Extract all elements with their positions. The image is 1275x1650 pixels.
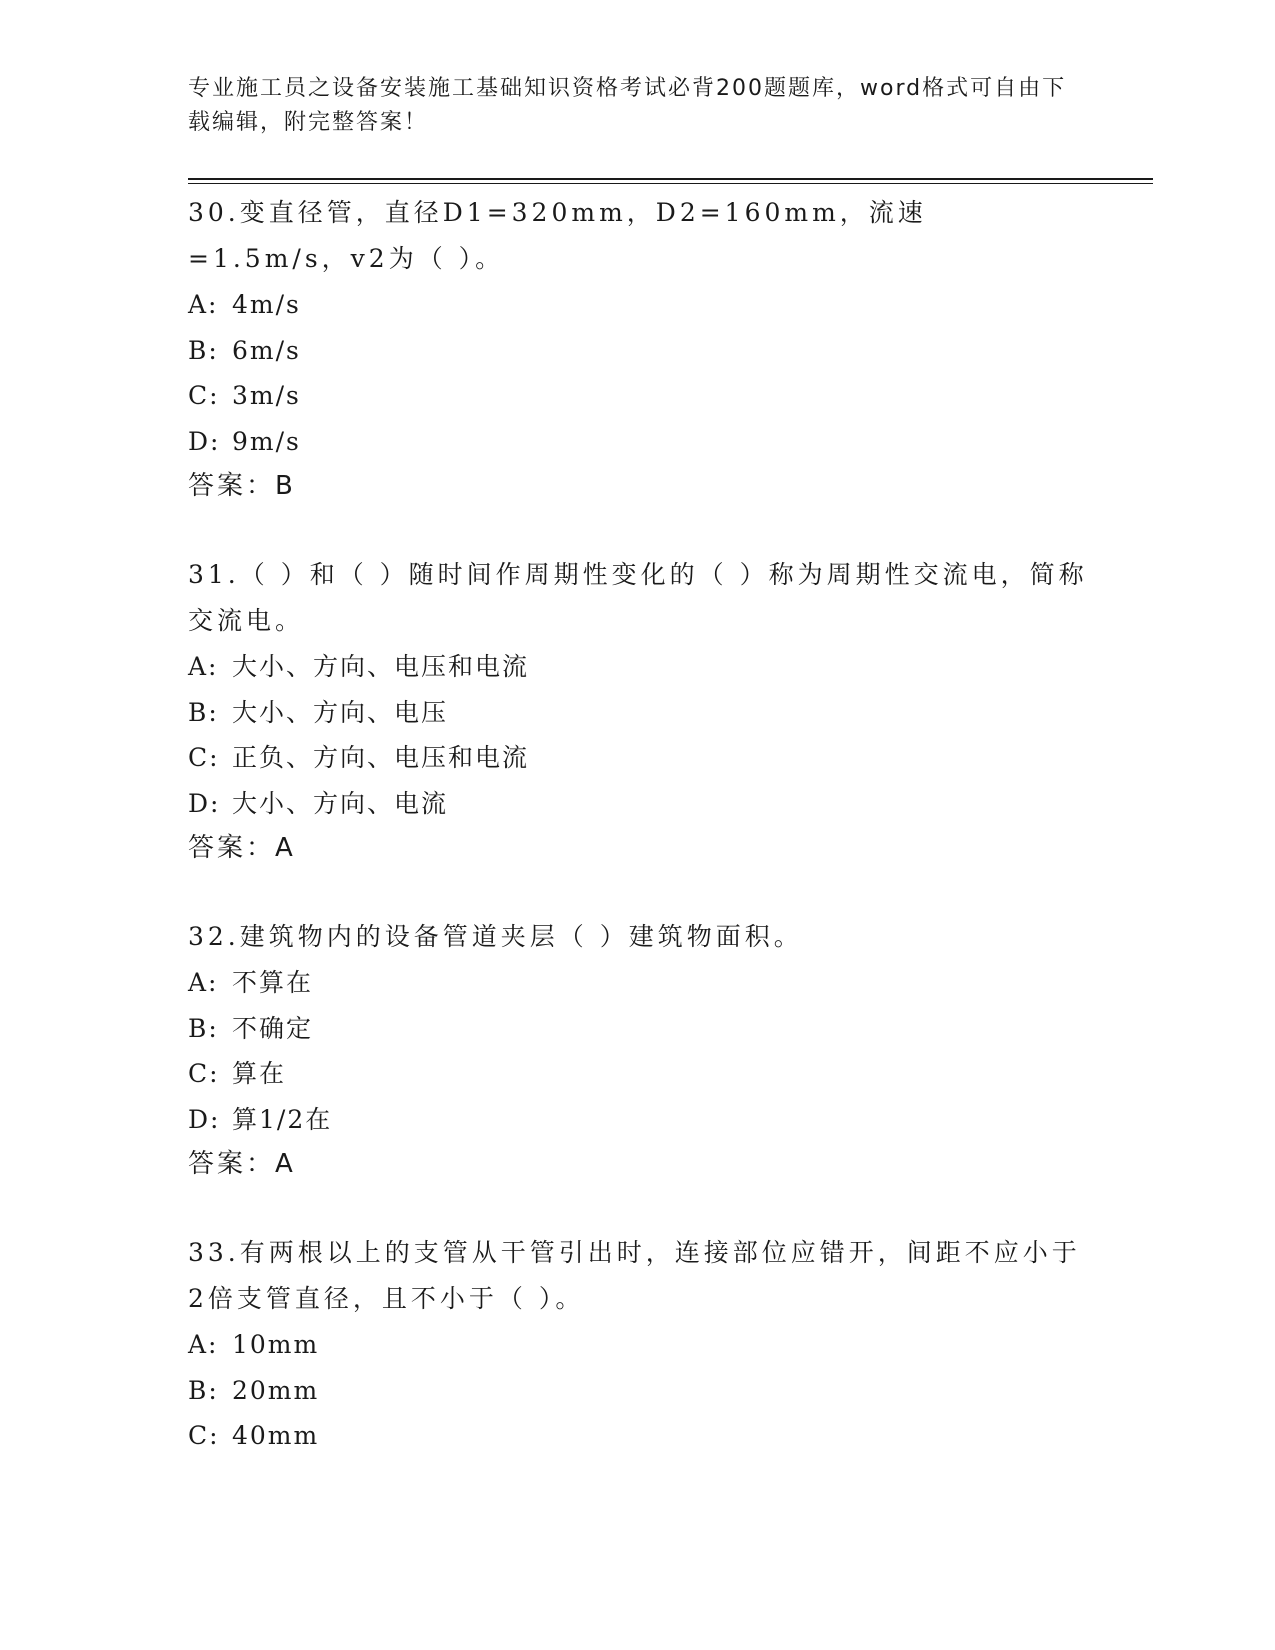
option-a [188,644,1088,690]
question-stem: 31.（ ）和（ ）随时间作周期性变化的（ ）称为周期性交流电，简称交流电。 [188,560,1088,635]
option-a [188,960,1088,1006]
option-a [188,1322,1088,1368]
option-key: B: [188,1375,219,1405]
question-33 [188,1230,1088,1459]
option-text: 算1/2在 [232,1104,333,1134]
option-d [188,419,1088,465]
option-c [188,373,1088,419]
option-text: 6m/s [232,335,301,365]
option-text: 大小、方向、电流 [232,788,449,818]
option-text: 10mm [232,1330,320,1359]
header-divider-thin [188,183,1153,184]
option-c [188,735,1088,781]
option-text: 大小、方向、电压和电流 [232,652,530,681]
question-32 [188,914,1088,1186]
option-key: A: [188,1330,219,1359]
option-key: D: [188,1104,221,1134]
option-text: 正负、方向、电压和电流 [232,743,530,772]
option-d [188,781,1088,827]
option-key: B: [188,1013,219,1043]
question-30 [188,190,1088,508]
option-key: C: [188,381,220,410]
option-b [188,690,1088,736]
answer-line: 答案：A [188,1149,296,1179]
option-text: 算在 [232,1059,287,1088]
option-b [188,1368,1088,1414]
option-d [188,1097,1088,1143]
option-key: A: [188,290,219,319]
option-key: D: [188,426,221,456]
question-stem: 32.建筑物内的设备管道夹层（ ）建筑物面积。 [188,922,803,951]
option-b [188,328,1088,374]
option-b [188,1006,1088,1052]
question-list [188,190,1088,1503]
option-key: B: [188,335,219,365]
question-stem: 33.有两根以上的支管从干管引出时，连接部位应错开，间距不应小于2倍支管直径，且不小于（ ）。 [188,1238,1081,1313]
option-key: C: [188,1059,220,1088]
option-key: B: [188,697,219,727]
option-a [188,282,1088,328]
option-text: 4m/s [232,290,301,319]
option-c [188,1051,1088,1097]
option-text: 20mm [232,1375,320,1405]
document-header [188,72,1088,140]
option-text: 不算在 [232,968,314,997]
option-text: 不确定 [232,1013,314,1043]
question-31 [188,552,1088,870]
header-divider-thick [188,178,1153,180]
option-c [188,1413,1088,1459]
option-text: 大小、方向、电压 [232,697,449,727]
document-title: 专业施工员之设备安装施工基础知识资格考试必背200题题库，word格式可自由下载编辑，附完整答案！ [188,76,1067,135]
answer-line: 答案：A [188,833,296,863]
option-key: D: [188,788,221,818]
option-key: C: [188,1421,220,1450]
option-text: 9m/s [232,426,301,456]
question-stem: 30.变直径管，直径D1=320mm，D2=160mm，流速=1.5m/s，v2为（ ）。 [188,198,927,273]
option-key: A: [188,652,219,681]
option-text: 3m/s [232,381,301,410]
answer-line: 答案：B [188,471,296,501]
option-text: 40mm [232,1421,320,1450]
option-key: A: [188,968,219,997]
option-key: C: [188,743,220,772]
